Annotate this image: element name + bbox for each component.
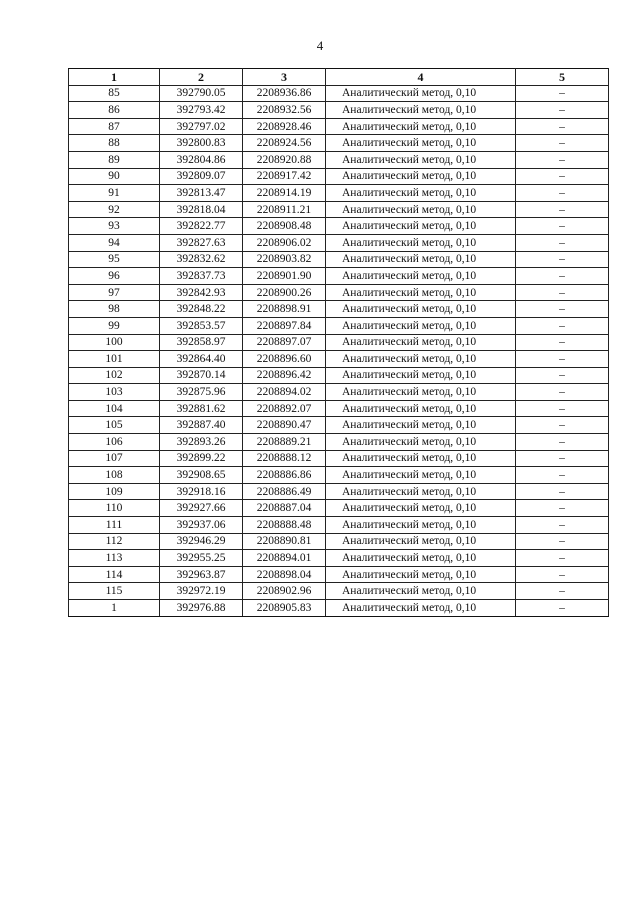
method-cell: Аналитический метод, 0,10	[326, 351, 516, 368]
y-coordinate-cell: 2208903.82	[243, 251, 326, 268]
method-cell: Аналитический метод, 0,10	[326, 268, 516, 285]
x-coordinate-cell: 392927.66	[160, 500, 243, 517]
method-cell: Аналитический метод, 0,10	[326, 301, 516, 318]
column-header: 4	[326, 69, 516, 86]
x-coordinate-cell: 392804.86	[160, 151, 243, 168]
point-number-cell: 115	[69, 583, 160, 600]
dash-cell: –	[516, 151, 609, 168]
dash-cell: –	[516, 367, 609, 384]
x-coordinate-cell: 392822.77	[160, 218, 243, 235]
point-number-cell: 109	[69, 483, 160, 500]
x-coordinate-cell: 392809.07	[160, 168, 243, 185]
y-coordinate-cell: 2208897.84	[243, 317, 326, 334]
method-cell: Аналитический метод, 0,10	[326, 201, 516, 218]
dash-cell: –	[516, 417, 609, 434]
point-number-cell: 104	[69, 400, 160, 417]
x-coordinate-cell: 392946.29	[160, 533, 243, 550]
table-row	[69, 201, 609, 218]
dash-cell: –	[516, 400, 609, 417]
method-cell: Аналитический метод, 0,10	[326, 85, 516, 102]
dash-cell: –	[516, 301, 609, 318]
method-cell: Аналитический метод, 0,10	[326, 102, 516, 119]
point-number-cell: 98	[69, 301, 160, 318]
table-row	[69, 334, 609, 351]
table-body	[69, 85, 609, 616]
x-coordinate-cell: 392832.62	[160, 251, 243, 268]
table-row	[69, 135, 609, 152]
point-number-cell: 86	[69, 102, 160, 119]
x-coordinate-cell: 392972.19	[160, 583, 243, 600]
dash-cell: –	[516, 600, 609, 617]
y-coordinate-cell: 2208908.48	[243, 218, 326, 235]
method-cell: Аналитический метод, 0,10	[326, 400, 516, 417]
x-coordinate-cell: 392887.40	[160, 417, 243, 434]
point-number-cell: 101	[69, 351, 160, 368]
y-coordinate-cell: 2208890.47	[243, 417, 326, 434]
method-cell: Аналитический метод, 0,10	[326, 600, 516, 617]
method-cell: Аналитический метод, 0,10	[326, 434, 516, 451]
y-coordinate-cell: 2208886.86	[243, 467, 326, 484]
dash-cell: –	[516, 185, 609, 202]
point-number-cell: 105	[69, 417, 160, 434]
x-coordinate-cell: 392881.62	[160, 400, 243, 417]
x-coordinate-cell: 392963.87	[160, 566, 243, 583]
method-cell: Аналитический метод, 0,10	[326, 500, 516, 517]
dash-cell: –	[516, 467, 609, 484]
point-number-cell: 95	[69, 251, 160, 268]
x-coordinate-cell: 392908.65	[160, 467, 243, 484]
method-cell: Аналитический метод, 0,10	[326, 168, 516, 185]
method-cell: Аналитический метод, 0,10	[326, 384, 516, 401]
x-coordinate-cell: 392899.22	[160, 450, 243, 467]
table-row	[69, 550, 609, 567]
y-coordinate-cell: 2208894.01	[243, 550, 326, 567]
method-cell: Аналитический метод, 0,10	[326, 284, 516, 301]
method-cell: Аналитический метод, 0,10	[326, 334, 516, 351]
point-number-cell: 89	[69, 151, 160, 168]
dash-cell: –	[516, 450, 609, 467]
y-coordinate-cell: 2208898.04	[243, 566, 326, 583]
x-coordinate-cell: 392870.14	[160, 367, 243, 384]
table-row	[69, 517, 609, 534]
y-coordinate-cell: 2208892.07	[243, 400, 326, 417]
table-row	[69, 317, 609, 334]
point-number-cell: 85	[69, 85, 160, 102]
table-header-row	[69, 69, 609, 86]
point-number-cell: 103	[69, 384, 160, 401]
table-row	[69, 566, 609, 583]
method-cell: Аналитический метод, 0,10	[326, 234, 516, 251]
method-cell: Аналитический метод, 0,10	[326, 550, 516, 567]
dash-cell: –	[516, 102, 609, 119]
table-row	[69, 467, 609, 484]
dash-cell: –	[516, 251, 609, 268]
table-row	[69, 533, 609, 550]
point-number-cell: 110	[69, 500, 160, 517]
point-number-cell: 108	[69, 467, 160, 484]
method-cell: Аналитический метод, 0,10	[326, 517, 516, 534]
table-row	[69, 417, 609, 434]
point-number-cell: 93	[69, 218, 160, 235]
coordinates-table	[68, 68, 609, 617]
column-header: 1	[69, 69, 160, 86]
point-number-cell: 87	[69, 118, 160, 135]
y-coordinate-cell: 2208917.42	[243, 168, 326, 185]
dash-cell: –	[516, 317, 609, 334]
point-number-cell: 92	[69, 201, 160, 218]
method-cell: Аналитический метод, 0,10	[326, 483, 516, 500]
x-coordinate-cell: 392976.88	[160, 600, 243, 617]
dash-cell: –	[516, 500, 609, 517]
table-row	[69, 268, 609, 285]
point-number-cell: 99	[69, 317, 160, 334]
method-cell: Аналитический метод, 0,10	[326, 317, 516, 334]
y-coordinate-cell: 2208889.21	[243, 434, 326, 451]
x-coordinate-cell: 392853.57	[160, 317, 243, 334]
table-row	[69, 583, 609, 600]
method-cell: Аналитический метод, 0,10	[326, 533, 516, 550]
method-cell: Аналитический метод, 0,10	[326, 417, 516, 434]
y-coordinate-cell: 2208894.02	[243, 384, 326, 401]
table-row	[69, 185, 609, 202]
y-coordinate-cell: 2208906.02	[243, 234, 326, 251]
y-coordinate-cell: 2208890.81	[243, 533, 326, 550]
table-row	[69, 85, 609, 102]
point-number-cell: 90	[69, 168, 160, 185]
table-row	[69, 434, 609, 451]
table-row	[69, 102, 609, 119]
point-number-cell: 102	[69, 367, 160, 384]
dash-cell: –	[516, 434, 609, 451]
point-number-cell: 97	[69, 284, 160, 301]
x-coordinate-cell: 392918.16	[160, 483, 243, 500]
y-coordinate-cell: 2208902.96	[243, 583, 326, 600]
page-number: 4	[316, 38, 324, 53]
y-coordinate-cell: 2208886.49	[243, 483, 326, 500]
table-row	[69, 500, 609, 517]
x-coordinate-cell: 392818.04	[160, 201, 243, 218]
dash-cell: –	[516, 583, 609, 600]
y-coordinate-cell: 2208888.12	[243, 450, 326, 467]
x-coordinate-cell: 392813.47	[160, 185, 243, 202]
x-coordinate-cell: 392793.42	[160, 102, 243, 119]
dash-cell: –	[516, 135, 609, 152]
y-coordinate-cell: 2208928.46	[243, 118, 326, 135]
dash-cell: –	[516, 201, 609, 218]
y-coordinate-cell: 2208901.90	[243, 268, 326, 285]
y-coordinate-cell: 2208900.26	[243, 284, 326, 301]
point-number-cell: 114	[69, 566, 160, 583]
dash-cell: –	[516, 284, 609, 301]
table-row	[69, 168, 609, 185]
x-coordinate-cell: 392858.97	[160, 334, 243, 351]
y-coordinate-cell: 2208920.88	[243, 151, 326, 168]
dash-cell: –	[516, 85, 609, 102]
point-number-cell: 94	[69, 234, 160, 251]
x-coordinate-cell: 392937.06	[160, 517, 243, 534]
dash-cell: –	[516, 483, 609, 500]
y-coordinate-cell: 2208896.60	[243, 351, 326, 368]
x-coordinate-cell: 392864.40	[160, 351, 243, 368]
x-coordinate-cell: 392848.22	[160, 301, 243, 318]
table-row	[69, 367, 609, 384]
table-row	[69, 301, 609, 318]
y-coordinate-cell: 2208887.04	[243, 500, 326, 517]
x-coordinate-cell: 392837.73	[160, 268, 243, 285]
table-row	[69, 218, 609, 235]
column-header: 5	[516, 69, 609, 86]
dash-cell: –	[516, 533, 609, 550]
x-coordinate-cell: 392842.93	[160, 284, 243, 301]
method-cell: Аналитический метод, 0,10	[326, 118, 516, 135]
point-number-cell: 88	[69, 135, 160, 152]
method-cell: Аналитический метод, 0,10	[326, 151, 516, 168]
table-row	[69, 284, 609, 301]
point-number-cell: 107	[69, 450, 160, 467]
x-coordinate-cell: 392800.83	[160, 135, 243, 152]
point-number-cell: 100	[69, 334, 160, 351]
y-coordinate-cell: 2208905.83	[243, 600, 326, 617]
y-coordinate-cell: 2208898.91	[243, 301, 326, 318]
y-coordinate-cell: 2208936.86	[243, 85, 326, 102]
table-row	[69, 600, 609, 617]
point-number-cell: 112	[69, 533, 160, 550]
table-row	[69, 251, 609, 268]
table-row	[69, 384, 609, 401]
point-number-cell: 111	[69, 517, 160, 534]
y-coordinate-cell: 2208924.56	[243, 135, 326, 152]
table-row	[69, 351, 609, 368]
column-header: 2	[160, 69, 243, 86]
dash-cell: –	[516, 517, 609, 534]
method-cell: Аналитический метод, 0,10	[326, 583, 516, 600]
dash-cell: –	[516, 268, 609, 285]
point-number-cell: 113	[69, 550, 160, 567]
dash-cell: –	[516, 334, 609, 351]
x-coordinate-cell: 392893.26	[160, 434, 243, 451]
dash-cell: –	[516, 351, 609, 368]
y-coordinate-cell: 2208888.48	[243, 517, 326, 534]
x-coordinate-cell: 392790.05	[160, 85, 243, 102]
method-cell: Аналитический метод, 0,10	[326, 218, 516, 235]
table-row	[69, 450, 609, 467]
table-row	[69, 151, 609, 168]
method-cell: Аналитический метод, 0,10	[326, 566, 516, 583]
y-coordinate-cell: 2208896.42	[243, 367, 326, 384]
dash-cell: –	[516, 218, 609, 235]
point-number-cell: 106	[69, 434, 160, 451]
dash-cell: –	[516, 550, 609, 567]
table-row	[69, 234, 609, 251]
x-coordinate-cell: 392955.25	[160, 550, 243, 567]
x-coordinate-cell: 392797.02	[160, 118, 243, 135]
dash-cell: –	[516, 118, 609, 135]
method-cell: Аналитический метод, 0,10	[326, 185, 516, 202]
dash-cell: –	[516, 234, 609, 251]
y-coordinate-cell: 2208911.21	[243, 201, 326, 218]
method-cell: Аналитический метод, 0,10	[326, 251, 516, 268]
point-number-cell: 96	[69, 268, 160, 285]
x-coordinate-cell: 392875.96	[160, 384, 243, 401]
point-number-cell: 1	[69, 600, 160, 617]
table-row	[69, 400, 609, 417]
method-cell: Аналитический метод, 0,10	[326, 467, 516, 484]
y-coordinate-cell: 2208932.56	[243, 102, 326, 119]
y-coordinate-cell: 2208897.07	[243, 334, 326, 351]
method-cell: Аналитический метод, 0,10	[326, 367, 516, 384]
column-header: 3	[243, 69, 326, 86]
dash-cell: –	[516, 566, 609, 583]
method-cell: Аналитический метод, 0,10	[326, 135, 516, 152]
point-number-cell: 91	[69, 185, 160, 202]
method-cell: Аналитический метод, 0,10	[326, 450, 516, 467]
dash-cell: –	[516, 168, 609, 185]
x-coordinate-cell: 392827.63	[160, 234, 243, 251]
dash-cell: –	[516, 384, 609, 401]
table-row	[69, 483, 609, 500]
y-coordinate-cell: 2208914.19	[243, 185, 326, 202]
table-row	[69, 118, 609, 135]
